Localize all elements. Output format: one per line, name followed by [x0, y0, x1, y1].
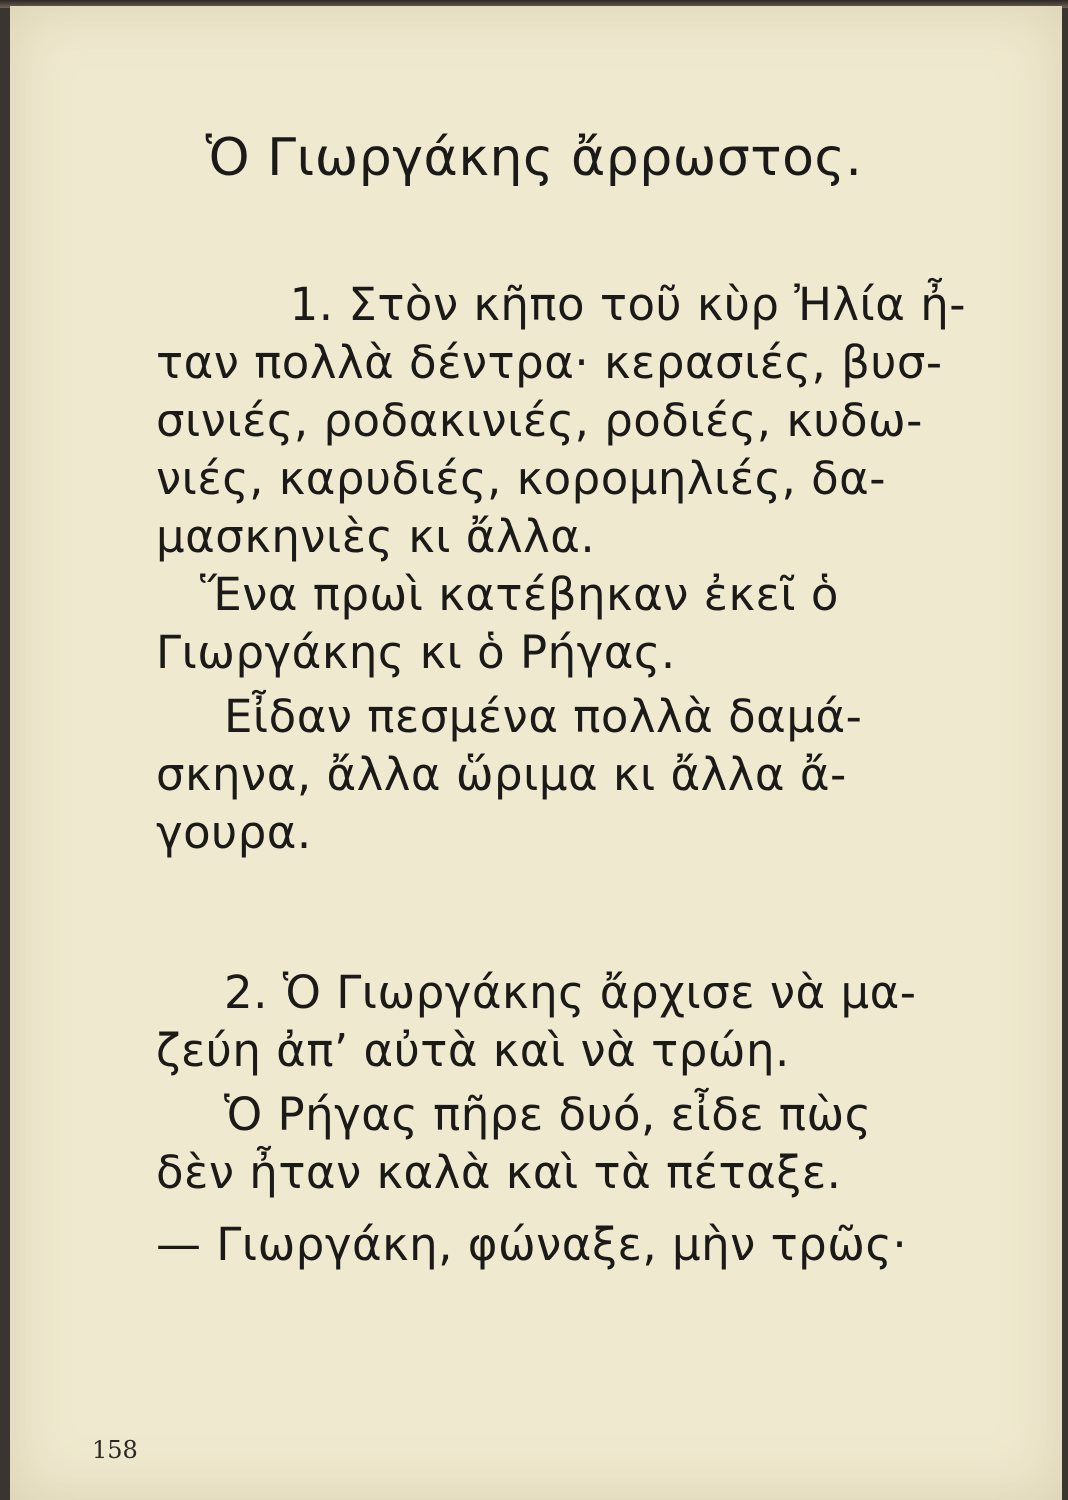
paragraph-line: Γιωργάκης κι ὁ Ρήγας.: [156, 626, 676, 679]
paragraph-line: γουρα.: [156, 806, 312, 859]
paragraph-line: δὲν ἦταν καλὰ καὶ τὰ πέταξε.: [156, 1146, 842, 1199]
paragraph-line: μασκηνιὲς κι ἄλλα.: [156, 510, 596, 563]
paragraph-line: ταν πολλὰ δέντρα· κερασιές, βυσ-: [156, 336, 943, 389]
paragraph-line: 1. Στὸν κῆπο τοῦ κὺρ Ἠλία ἦ-: [289, 278, 966, 331]
section-2: [156, 964, 966, 1274]
page-title: Ὁ Γιωργάκης ἄρρωστος.: [205, 128, 863, 188]
paragraph-line: Ὁ Ρήγας πῆρε δυό, εἶδε πὼς: [224, 1088, 872, 1141]
paragraph-line: 2. Ὁ Γιωργάκης ἄρχισε νὰ μα-: [224, 966, 917, 1019]
section-1: [156, 276, 966, 862]
page-number: 158: [92, 1436, 138, 1464]
paragraph-line: — Γιωργάκη, φώναξε, μὴν τρῶς·: [156, 1218, 908, 1271]
paragraph-line: Ἕνα πρωὶ κατέβηκαν ἐκεῖ ὁ: [200, 568, 839, 621]
paragraph-line: ζεύη ἀπ’ αὐτὰ καὶ νὰ τρώη.: [156, 1024, 790, 1077]
paragraph-line: σινιές, ροδακινιές, ροδιές, κυδω-: [156, 394, 923, 447]
paragraph-line: Εἶδαν πεσμένα πολλὰ δαμά-: [224, 690, 863, 743]
paragraph-line: σκηνα, ἄλλα ὥριμα κι ἄλλα ἄ-: [156, 748, 847, 801]
paragraph-line: νιές, καρυδιές, κορομηλιές, δα-: [156, 452, 887, 505]
